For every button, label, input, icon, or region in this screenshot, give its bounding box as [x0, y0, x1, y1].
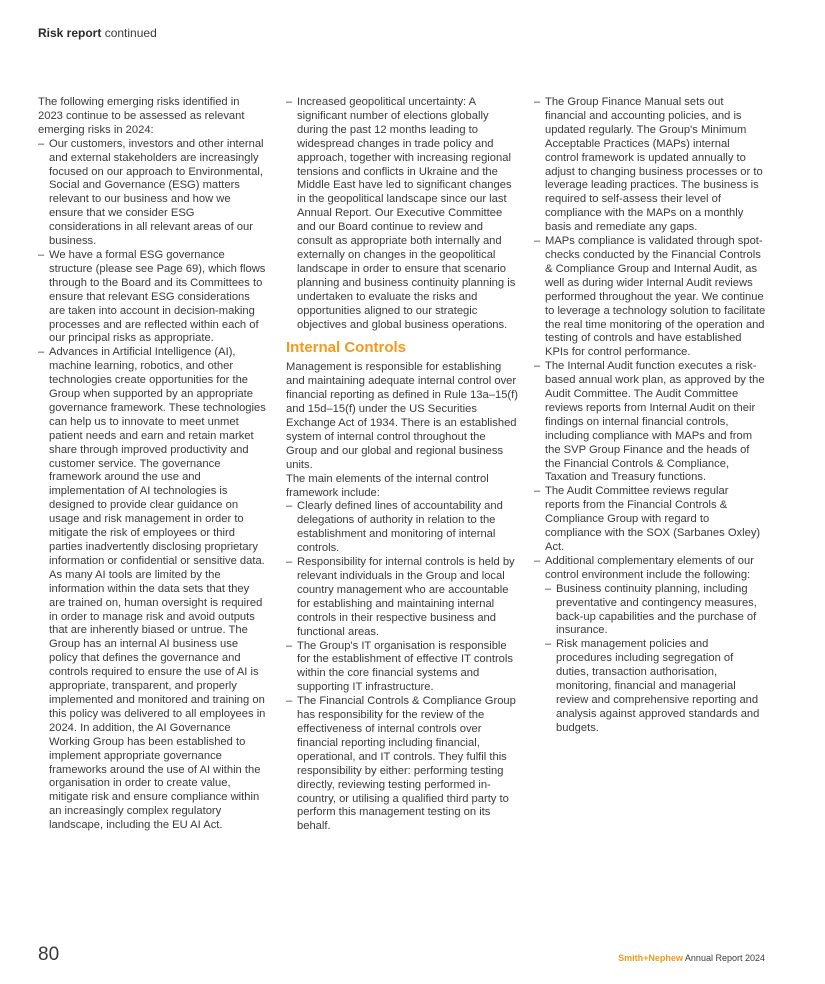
list-item: – The Group's IT organisation is responsible for the establishment of effective IT controls within the core financial systems and supporting IT infrastructure. — [286, 640, 518, 696]
list-item: – Advances in Artificial Intelligence (AI), machine learning, robotics, and other technologies create opportunities for the Group when supported by an appropriate governance framework. These technologies can help us to innovate to meet unmet patient needs and earn and retain market share through improved productivity and customer service. The governance framework around the use and implementation of AI technologies is designed to provide clear guidance on usage and risk management in order to mitigate the risk of employees or third parties inadvertently disclosing proprietary information or confidential or sensitive data. As many AI tools are limited by the information within the data sets that they are trained on, human oversight is required in order to manage risk and avoid outputs that are inherently biased or untrue. The Group has an internal AI business use policy that defines the governance and controls required to ensure the use of AI is appropriate, transparent, and properly implemented and monitored and training on this policy was delivered to all employees in 2024. In addition, the AI Governance Working Group has been established to implement appropriate governance frameworks around the use of AI within the organisation in order to create value, mitigate risk and ensure compliance within an increasingly complex regulatory landscape, including the EU AI Act. — [38, 346, 266, 833]
list-item: – Our customers, investors and other internal and external stakeholders are increasingly focused on our approach to Environmental, Social and Governance (ESG) matters relevant to our business and how we ensure that we consider ESG considerations in all relevant areas of our business. — [38, 138, 266, 249]
list-item: – We have a formal ESG governance structure (please see Page 69), which flows through to the Board and its Committees to ensure that relevant ESG considerations are taken into account in decision-making processes and are reflected within each of our principal risks as appropriate. — [38, 249, 266, 346]
list-item: – The Group Finance Manual sets out financial and accounting policies, and is updated regularly. The Group's Minimum Acceptable Practices (MAPs) internal control framework is updated annually to adjust to changing business processes or to leverage leading practices. The business is required to self-assess their level of compliance with the MAPs on a monthly basis and remediate any gaps. — [534, 96, 766, 235]
internal-controls-heading: Internal Controls — [286, 339, 407, 357]
list-item: – The Audit Committee reviews regular reports from the Financial Controls & Compliance Group with regard to compliance with the SOX (Sarbanes Oxley) Act. — [534, 485, 766, 555]
list-item: – The Financial Controls & Compliance Group has responsibility for the review of the effectiveness of internal controls over financial reporting including financial, operational, and IT controls. They fulfil this responsibility by either: performing testing directly, reviewing testing performed in-country, or utilising a qualified third party to perform this management testing on its behalf. — [286, 695, 518, 834]
list-item-text: Additional complementary elements of our control environment include the following: — [545, 554, 754, 581]
emerging-risks-list — [38, 138, 266, 833]
internal-controls-framework-intro: The main elements of the internal control framework include: — [286, 472, 489, 499]
report-title: Annual Report 2024 — [682, 953, 765, 963]
internal-controls-list-continued — [534, 96, 766, 736]
section-continued: continued — [101, 26, 157, 40]
running-head — [38, 26, 157, 40]
footer-brand — [618, 953, 765, 963]
list-item: – The Internal Audit function executes a risk-based annual work plan, as approved by the Audit Committee. The Audit Committee reviews reports from Internal Audit on their findings on internal financial controls, including compliance with MAPs and from the SVP Group Finance and the heads of the Financial Controls & Compliance, Taxation and Treasury functions. — [534, 360, 766, 485]
list-item: – Clearly defined lines of accountability and delegations of authority in relation to the establishment and monitoring of internal controls. — [286, 500, 518, 556]
complementary-elements-list — [545, 583, 766, 736]
internal-controls-list — [286, 500, 518, 834]
list-item — [534, 555, 766, 736]
section-title: Risk report — [38, 26, 102, 40]
page-number: 80 — [38, 944, 60, 965]
list-item: – Increased geopolitical uncertainty: A significant number of elections globally during the past 12 months leading to widespread changes in trade policy and approach, together with increasing regional tensions and conflicts in Ukraine and the Middle East have led to significant changes in the geopolitical landscape since our last Annual Report. Our Executive Committee and our Board continue to review and consult as appropriate both internally and externally on changes in the geopolitical landscape in order to ensure that scenario planning and business continuity planning is undertaken to evaluate the risks and opportunities aligned to our strategic objectives and global business operations. — [286, 96, 518, 332]
sub-list-item: – Risk management policies and procedures including segregation of duties, transaction authorisation, monitoring, financial and managerial review and comprehensive reporting and analysis against approved standards and budgets. — [545, 638, 766, 735]
emerging-risks-list-continued — [286, 96, 518, 332]
emerging-risks-intro: The following emerging risks identified in 2023 continue to be assessed as relevant emerging risks in 2024: — [38, 96, 245, 136]
list-item: – Responsibility for internal controls is held by relevant individuals in the Group and local country management who are accountable for establishing and maintaining internal controls in their respective business and functional areas. — [286, 556, 518, 639]
brand-logo-text: Smith+Nephew — [618, 953, 683, 963]
column-2 — [286, 96, 518, 834]
internal-controls-paragraph: Management is responsible for establishing and maintaining adequate internal control over financial reporting as defined in Rule 13a–15(f) and 15d–15(f) under the US Securities Exchange Act of 1934. There is an established system of internal control throughout the Group and our global and regional business units. — [286, 361, 518, 471]
column-1 — [38, 96, 266, 833]
sub-list-item: – Business continuity planning, including preventative and contingency measures, back-up capabilities and the purchase of insurance. — [545, 583, 766, 639]
list-item: – MAPs compliance is validated through spot-checks conducted by the Financial Controls & Compliance Group and Internal Audit, as well as during wider Internal Audit reviews performed throughout the year. We continue to leverage a technology solution to facilitate the real time monitoring of the operation and testing of controls and have established KPIs for control performance. — [534, 235, 766, 360]
column-3 — [534, 96, 766, 736]
